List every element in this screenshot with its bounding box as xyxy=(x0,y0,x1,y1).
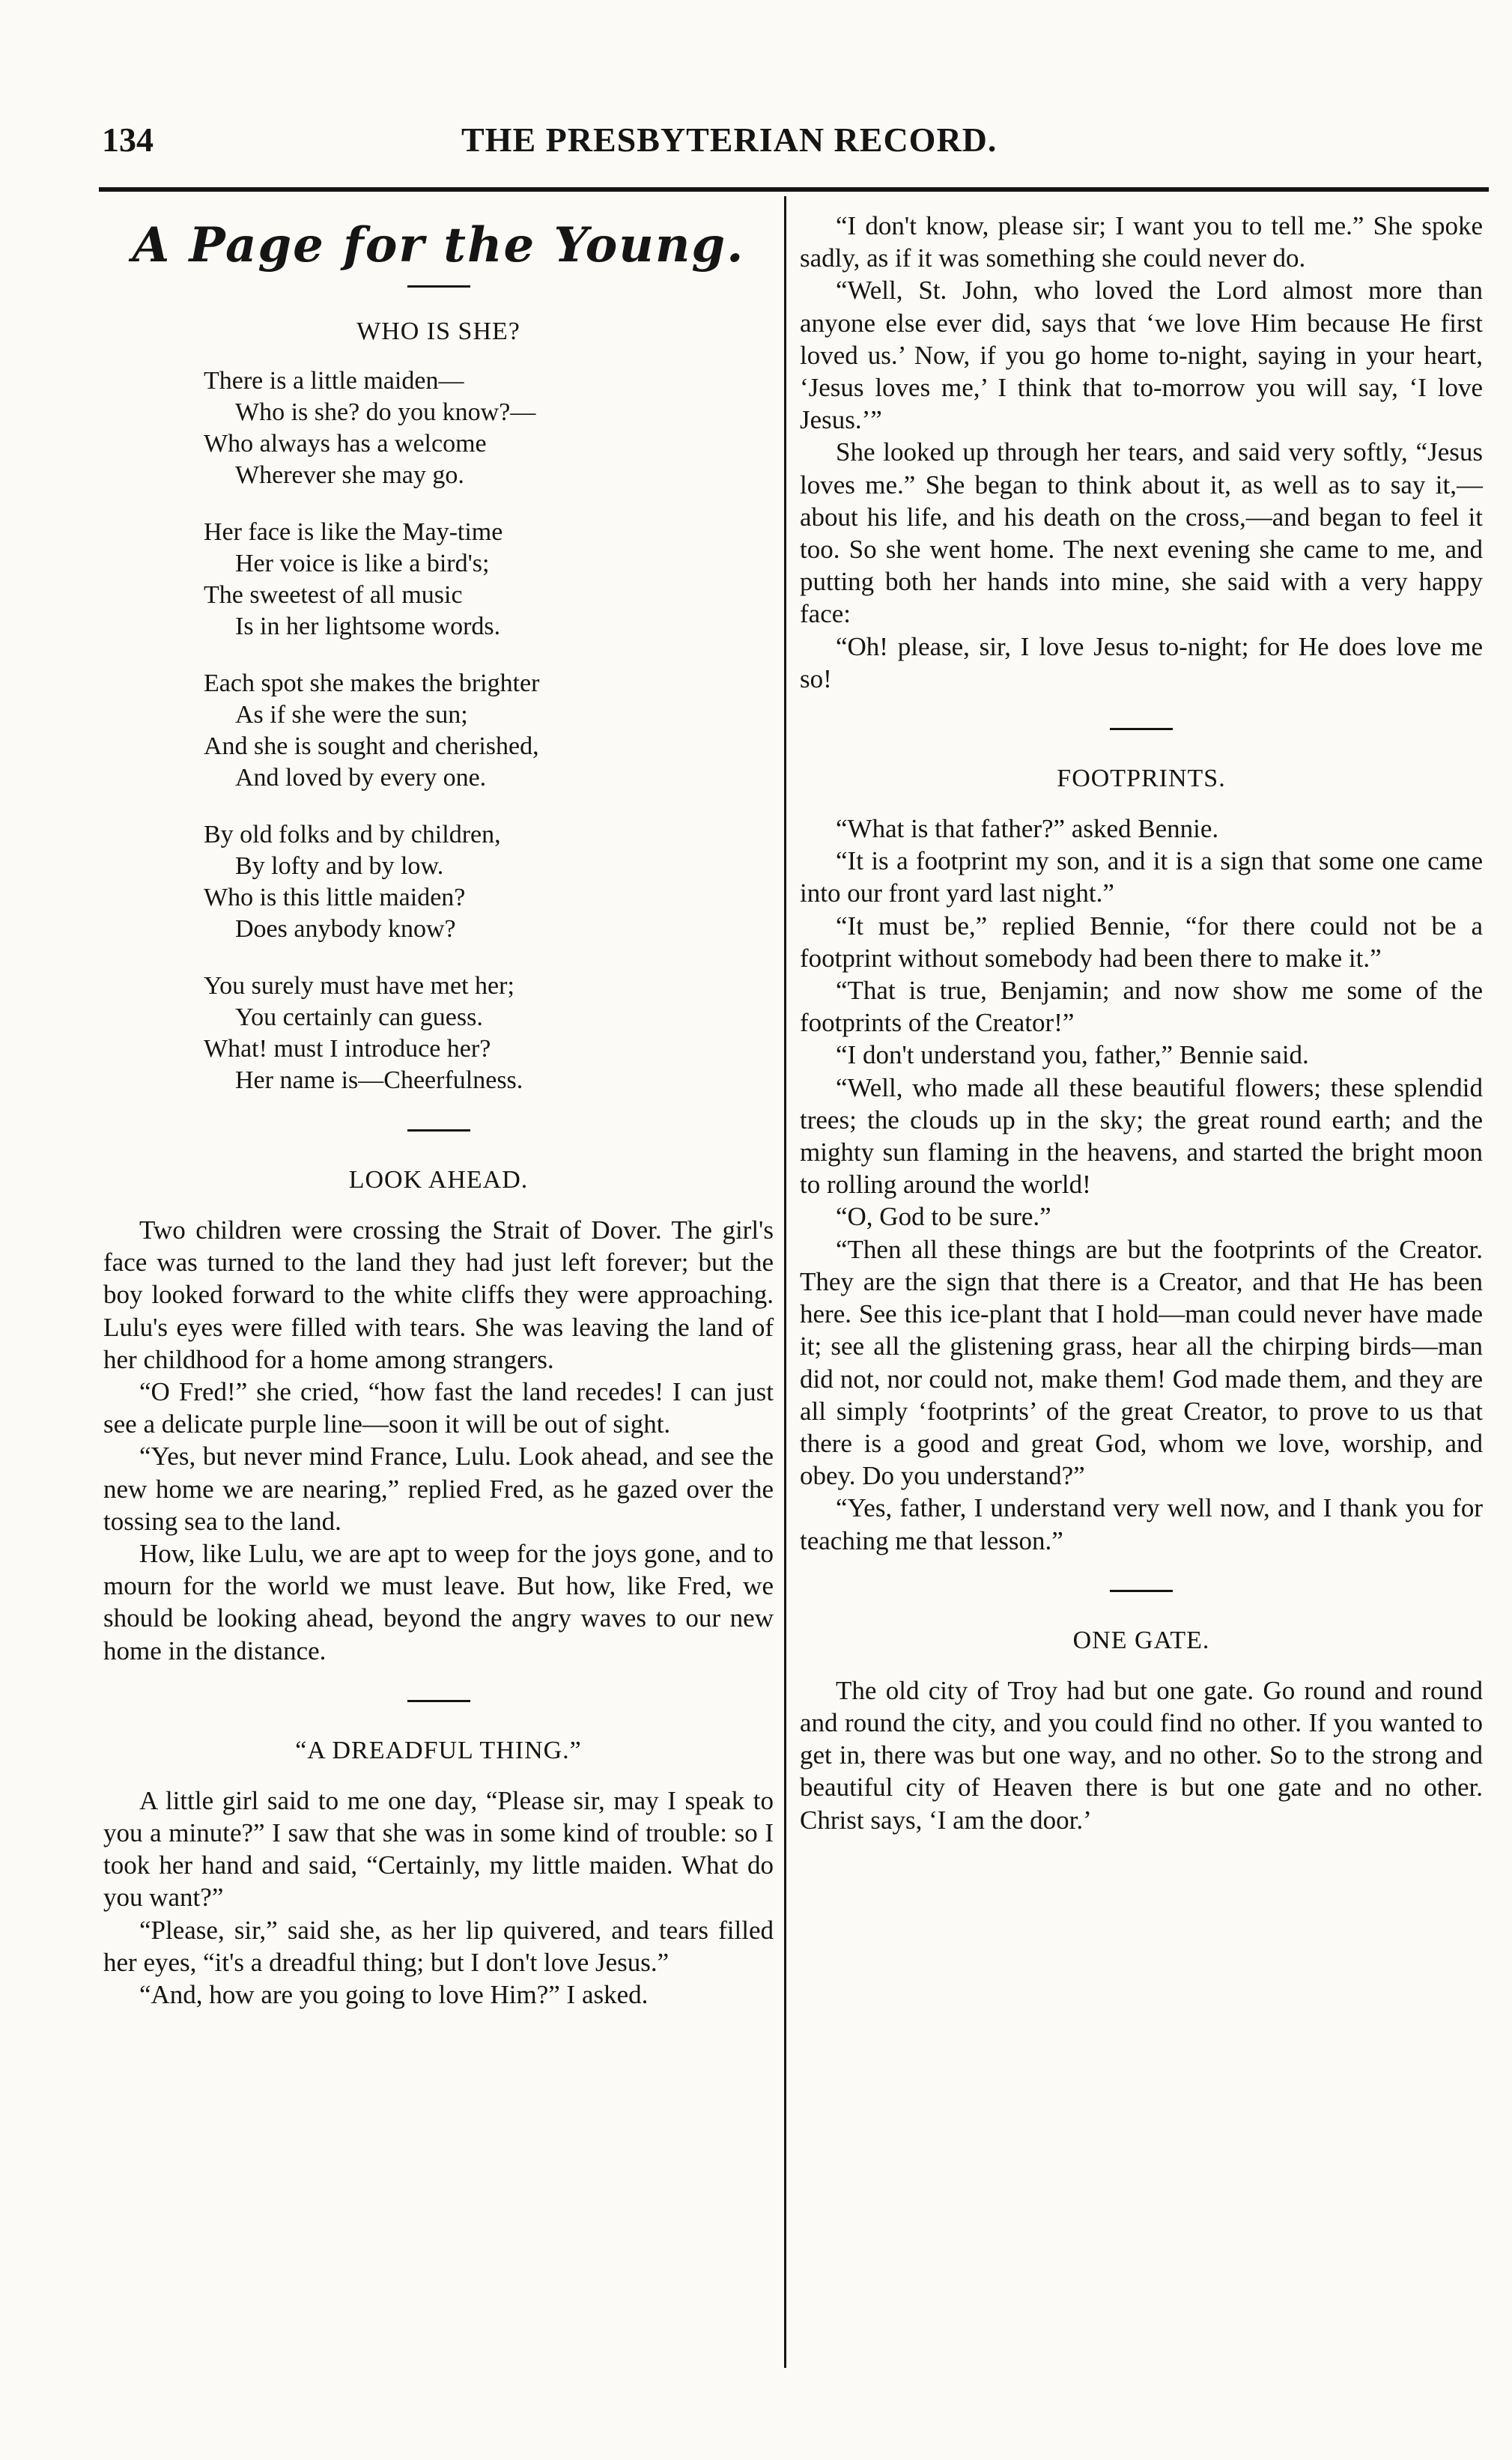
dreadful-thing-heading: “A DREADFUL THING.” xyxy=(295,1736,582,1764)
dreadful-thing-continued-paragraph: “Well, St. John, who loved the Lord almost more than anyone else ever did, says that ‘we love Him because He first loved us.’ Now, if you go home to-night, saying in your heart, ‘Jesus loves me,’ I think that to-morrow you will say, ‘I love Jesus.’” xyxy=(800,276,1483,435)
dreadful-thing-continued-paragraph: She looked up through her tears, and said very softly, “Jesus loves me.” She began to think about it, as well as to say it,—about his life, and his death on the cross,—and began to feel it too. So she went home. The next evening she came to me, and putting both her hands into mine, she said with a very happy face: xyxy=(800,437,1483,629)
look-ahead-paragraph: Two children were crossing the Strait of Dover. The girl's face was turned to the land they had just left forever; but the boy looked forward to the white cliffs they were approaching. Lulu's eyes were filled with tears. She was leaving the land of her childhood for a home among strangers. xyxy=(103,1215,774,1374)
footprints-paragraph: “It must be,” replied Bennie, “for there could not be a footprint without somebody had been there to make it.” xyxy=(800,911,1483,973)
section-divider xyxy=(1110,1590,1173,1592)
poem-line: By old folks and by children, xyxy=(204,821,501,848)
poem-line: Her face is like the May-time xyxy=(204,518,503,546)
poem-line: Does anybody know? xyxy=(235,915,456,943)
one-gate-heading: ONE GATE. xyxy=(1072,1626,1210,1654)
one-gate-paragraph: The old city of Troy had but one gate. Go round and round and round the city, and you could find no other. If you wanted to get in, there was but one way, and no other. So to the strong and beautiful city of Heaven there is but one gate and no other. Christ says, ‘I am the door.’ xyxy=(800,1675,1483,1835)
poem-stanza xyxy=(204,971,774,1096)
poem-stanza xyxy=(204,819,774,945)
poem-line: The sweetest of all music xyxy=(204,581,463,609)
poem-line: There is a little maiden— xyxy=(204,367,464,395)
footprints-paragraph: “That is true, Benjamin; and now show me some of the footprints of the Creator!” xyxy=(800,976,1483,1038)
footprints-paragraph: “O, God to be sure.” xyxy=(836,1202,1051,1232)
poem-line: Each spot she makes the brighter xyxy=(204,669,540,697)
poem-stanza xyxy=(204,365,774,491)
poem-heading: WHO IS SHE? xyxy=(356,318,520,345)
poem-line: As if she were the sun; xyxy=(235,701,468,729)
look-ahead-paragraph: “Yes, but never mind France, Lulu. Look ahead, and see the new home we are nearing,” replied Fred, as he gazed over the tossing sea to the land. xyxy=(103,1442,774,1536)
poem-line: Who is she? do you know?— xyxy=(235,398,536,426)
poem-line: Who always has a welcome xyxy=(204,430,487,458)
poem-line: Her voice is like a bird's; xyxy=(235,550,490,577)
section-title: A Page for the Young. xyxy=(132,217,745,273)
left-column xyxy=(103,210,774,2011)
poem-line: You certainly can guess. xyxy=(235,1003,483,1031)
running-head xyxy=(102,120,1487,172)
footprints-paragraph: “Yes, father, I understand very well now, and I thank you for teaching me that lesson.” xyxy=(800,1493,1483,1555)
section-divider xyxy=(407,1129,470,1132)
header-rule xyxy=(99,187,1489,192)
dreadful-thing-paragraph: “Please, sir,” said she, as her lip quivered, and tears filled her eyes, “it's a dreadful thing; but I don't love Jesus.” xyxy=(103,1915,774,1977)
dreadful-thing-continued-paragraph: “I don't know, please sir; I want you to tell me.” She spoke sadly, as if it was something she could never do. xyxy=(800,211,1483,273)
poem-line: By lofty and by low. xyxy=(235,852,444,880)
footprints-paragraph: “Then all these things are but the footprints of the Creator. They are the sign that there is a Creator, and that He has been here. See this ice-plant that I hold—man could never have made it; see all the glistening grass, hear all the chirping birds—man did not, nor could not, make them! God made them, and they are all simply ‘footprints’ of the great Creator, to prove to us that there is a good and great God, whom we love, worship, and obey. Do you understand?” xyxy=(800,1234,1483,1491)
journal-title: THE PRESBYTERIAN RECORD. xyxy=(461,121,998,159)
poem-line: Wherever she may go. xyxy=(235,461,464,489)
look-ahead-heading: LOOK AHEAD. xyxy=(348,1166,529,1194)
poem-line: Who is this little maiden? xyxy=(204,884,466,911)
dreadful-thing-paragraph: “And, how are you going to love Him?” I asked. xyxy=(139,1980,649,2010)
footprints-paragraph: “It is a footprint my son, and it is a sign that some one came into our front yard last night.” xyxy=(800,846,1483,908)
poem xyxy=(204,365,774,1096)
poem-line: What! must I introduce her? xyxy=(204,1035,491,1063)
right-column xyxy=(800,210,1483,1836)
footprints-paragraph: “What is that father?” asked Bennie. xyxy=(836,814,1219,844)
look-ahead-paragraph: How, like Lulu, we are apt to weep for the joys gone, and to mourn for the world we must leave. But how, like Fred, we should be looking ahead, beyond the angry waves to our new home in the distance. xyxy=(103,1539,774,1665)
footprints-paragraph: “I don't understand you, father,” Bennie said. xyxy=(836,1040,1309,1070)
poem-stanza xyxy=(204,668,774,794)
dreadful-thing-paragraph: A little girl said to me one day, “Please sir, may I speak to you a minute?” I saw that she was in some kind of trouble: so I took her hand and said, “Certainly, my little maiden. What do you want?” xyxy=(103,1785,774,1913)
poem-stanza xyxy=(204,517,774,643)
poem-line: Is in her lightsome words. xyxy=(235,613,501,640)
column-divider xyxy=(784,196,786,2368)
look-ahead-paragraph: “O Fred!” she cried, “how fast the land recedes! I can just see a delicate purple line—soon it will be out of sight. xyxy=(103,1377,774,1439)
footprints-paragraph: “Well, who made all these beautiful flowers; these splendid trees; the clouds up in the sky; the great round earth; and the mighty sun flaming in the heavens, and started the bright moon to rolling around the world! xyxy=(800,1072,1483,1200)
section-divider xyxy=(407,1700,470,1702)
footprints-heading: FOOTPRINTS. xyxy=(1057,765,1226,793)
poem-line: You surely must have met her; xyxy=(204,972,514,1000)
poem-line: And she is sought and cherished, xyxy=(204,732,539,760)
page-number: 134 xyxy=(102,121,154,159)
poem-line: Her name is—Cheerfulness. xyxy=(235,1066,523,1094)
title-divider xyxy=(407,285,470,288)
section-divider xyxy=(1110,728,1173,730)
poem-line: And loved by every one. xyxy=(235,764,487,792)
dreadful-thing-continued-paragraph: “Oh! please, sir, I love Jesus to-night; for He does love me so! xyxy=(800,631,1483,693)
